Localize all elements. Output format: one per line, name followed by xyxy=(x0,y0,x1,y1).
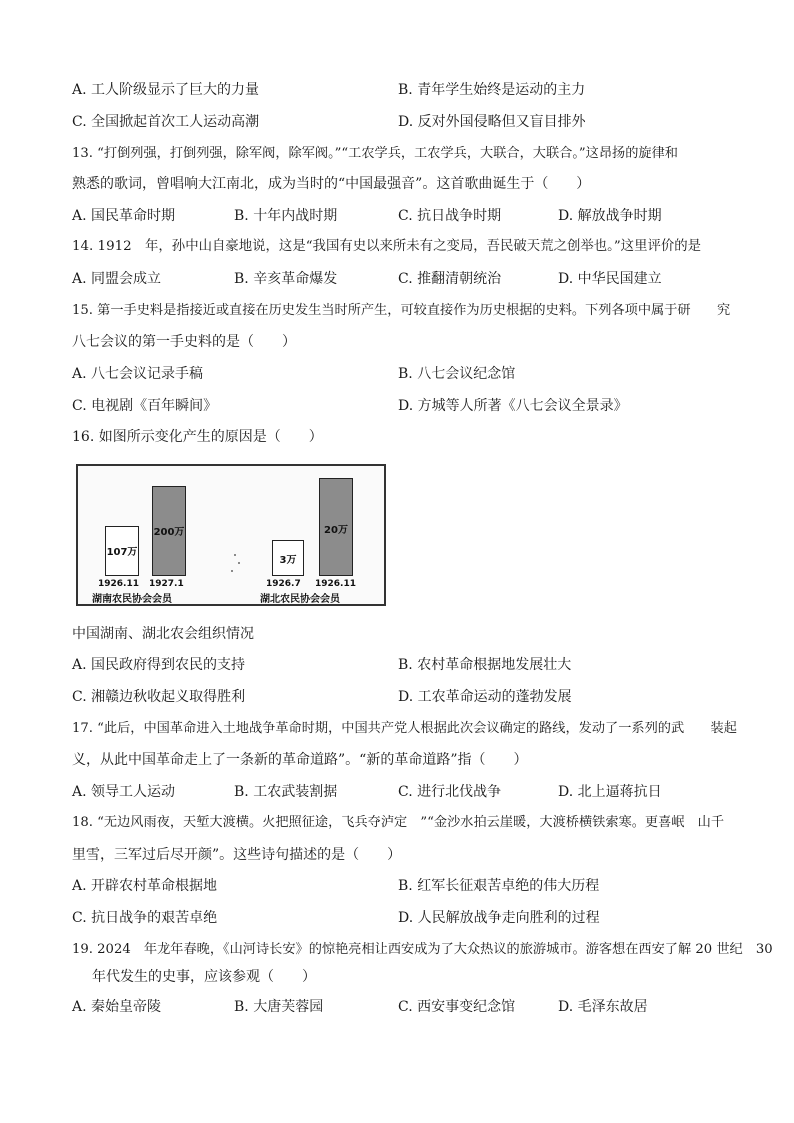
q13-option-c: C. 抗日战争时期 xyxy=(398,208,502,224)
chart-bar-label: 200万 xyxy=(153,527,185,538)
q12-option-d: D. 反对外国侵略但又盲目排外 xyxy=(398,114,586,130)
q17-option-c: C. 进行北伐战争 xyxy=(398,784,502,800)
q12-option-c: C. 全国掀起首次工人运动高潮 xyxy=(72,114,260,130)
q19-option-a: A. 秦始皇帝陵 xyxy=(72,999,162,1015)
q16-option-d: D. 工农革命运动的蓬勃发展 xyxy=(398,689,572,705)
q16-figure-caption: 中国湖南、湖北农会组织情况 xyxy=(72,626,254,642)
chart-bar-hubei-1926-7 xyxy=(272,540,304,576)
q18-stem-line2: 里雪，三军过后尽开颜”。这些诗句描述的是（ ） xyxy=(72,847,402,863)
q17-stem-line1: 17. “此后，中国革命进入土地战争革命时期，中国共产党人根据此次会议确定的路线，发动了一系列的武 装起 xyxy=(72,721,737,736)
chart-bar-label: 3万 xyxy=(279,555,297,566)
q18-option-c: C. 抗日战争的艰苦卓绝 xyxy=(72,910,218,926)
q13-stem-line2: 熟悉的歌词，曾唱响大江南北，成为当时的“中国最强音”。这首歌曲诞生于（ ） xyxy=(72,176,591,192)
q13-option-b: B. 十年内战时期 xyxy=(234,208,338,224)
q14-option-c: C. 推翻清朝统治 xyxy=(398,271,502,287)
q15-option-b: B. 八七会议纪念馆 xyxy=(398,366,516,382)
scan-speck xyxy=(238,562,240,564)
q14-option-b: B. 辛亥革命爆发 xyxy=(234,271,338,287)
peasant-association-chart xyxy=(76,464,386,606)
q13-option-a: A. 国民革命时期 xyxy=(72,208,176,224)
chart-bar-hunan-1927-1 xyxy=(152,486,186,576)
chart-bar-label: 107万 xyxy=(106,547,138,558)
q12-option-b: B. 青年学生始终是运动的主力 xyxy=(398,82,586,98)
chart-bar-hubei-1926-11 xyxy=(319,478,353,576)
q18-stem-line1: 18. “无边风雨夜，天堑大渡横。火把照征途，飞兵夺泸定 ”“金沙水拍云崖暖，大渡桥横铁索寒。更喜岷 山千 xyxy=(72,815,725,830)
q19-option-c: C. 西安事变纪念馆 xyxy=(398,999,516,1015)
q17-option-b: B. 工农武装割据 xyxy=(234,784,338,800)
chart-tick-label: 1926.11 xyxy=(315,579,356,589)
q15-option-d: D. 方城等人所著《八七会议全景录》 xyxy=(398,398,628,414)
q19-stem-line1: 19. 2024 年龙年春晚，《山河诗长安》的惊艳亮相让西安成为了大众热议的旅游城市。游客想在西安了解 20 世纪 30 xyxy=(72,942,773,957)
chart-bar-label: 20万 xyxy=(324,525,348,536)
q18-option-b: B. 红军长征艰苦卓绝的伟大历程 xyxy=(398,878,600,894)
q13-stem-line1: 13. “打倒列强，打倒列强，除军阀，除军阀。”“工农学兵，工农学兵，大联合，大联合。”这昂扬的旋律和 xyxy=(72,146,678,161)
q12-option-a: A. 工人阶级显示了巨大的力量 xyxy=(72,82,260,98)
q14-option-a: A. 同盟会成立 xyxy=(72,271,162,287)
q15-option-a: A. 八七会议记录手稿 xyxy=(72,366,204,382)
q18-option-a: A. 开辟农村革命根据地 xyxy=(72,878,218,894)
chart-bar-hunan-1926-11 xyxy=(105,526,139,576)
q14-option-d: D. 中华民国建立 xyxy=(558,271,662,287)
chart-group-label-hunan: 湖南农民协会会员 xyxy=(92,594,172,605)
q17-option-a: A. 领导工人运动 xyxy=(72,784,176,800)
q19-option-b: B. 大唐芙蓉园 xyxy=(234,999,324,1015)
q17-stem-line2: 义，从此中国革命走上了一条新的革命道路”。“新的革命道路”指（ ） xyxy=(72,752,528,768)
chart-tick-label: 1927.1 xyxy=(149,579,184,589)
q19-option-d: D. 毛泽东故居 xyxy=(558,999,648,1015)
q15-stem-line2: 八七会议的第一手史料的是（ ） xyxy=(72,334,296,350)
q14-stem-line1: 14. 1912 年，孙中山自豪地说，这是“我国有史以来所未有之变局，吾民破天荒之创举也。”这里评价的是 xyxy=(72,239,702,254)
q16-option-a: A. 国民政府得到农民的支持 xyxy=(72,657,246,673)
q17-option-d: D. 北上逼蒋抗日 xyxy=(558,784,662,800)
q18-option-d: D. 人民解放战争走向胜利的过程 xyxy=(398,910,600,926)
chart-tick-label: 1926.7 xyxy=(266,579,301,589)
q19-stem-line2: 年代发生的史事，应该参观（ ） xyxy=(92,969,316,985)
q16-option-c: C. 湘赣边秋收起义取得胜利 xyxy=(72,689,246,705)
scan-speck xyxy=(231,570,233,572)
scan-speck xyxy=(234,554,236,556)
q16-stem-line1: 16. 如图所示变化产生的原因是（ ） xyxy=(72,429,323,445)
q13-option-d: D. 解放战争时期 xyxy=(558,208,662,224)
q15-stem-line1: 15. 第一手史料是指接近或直接在历史发生当时所产生，可较直接作为历史根据的史料。下列各项中属于研 究 xyxy=(72,303,731,318)
chart-tick-label: 1926.11 xyxy=(98,579,139,589)
q15-option-c: C. 电视剧《百年瞬间》 xyxy=(72,398,218,414)
chart-group-label-hubei: 湖北农民协会会员 xyxy=(260,594,340,605)
q16-option-b: B. 农村革命根据地发展壮大 xyxy=(398,657,572,673)
